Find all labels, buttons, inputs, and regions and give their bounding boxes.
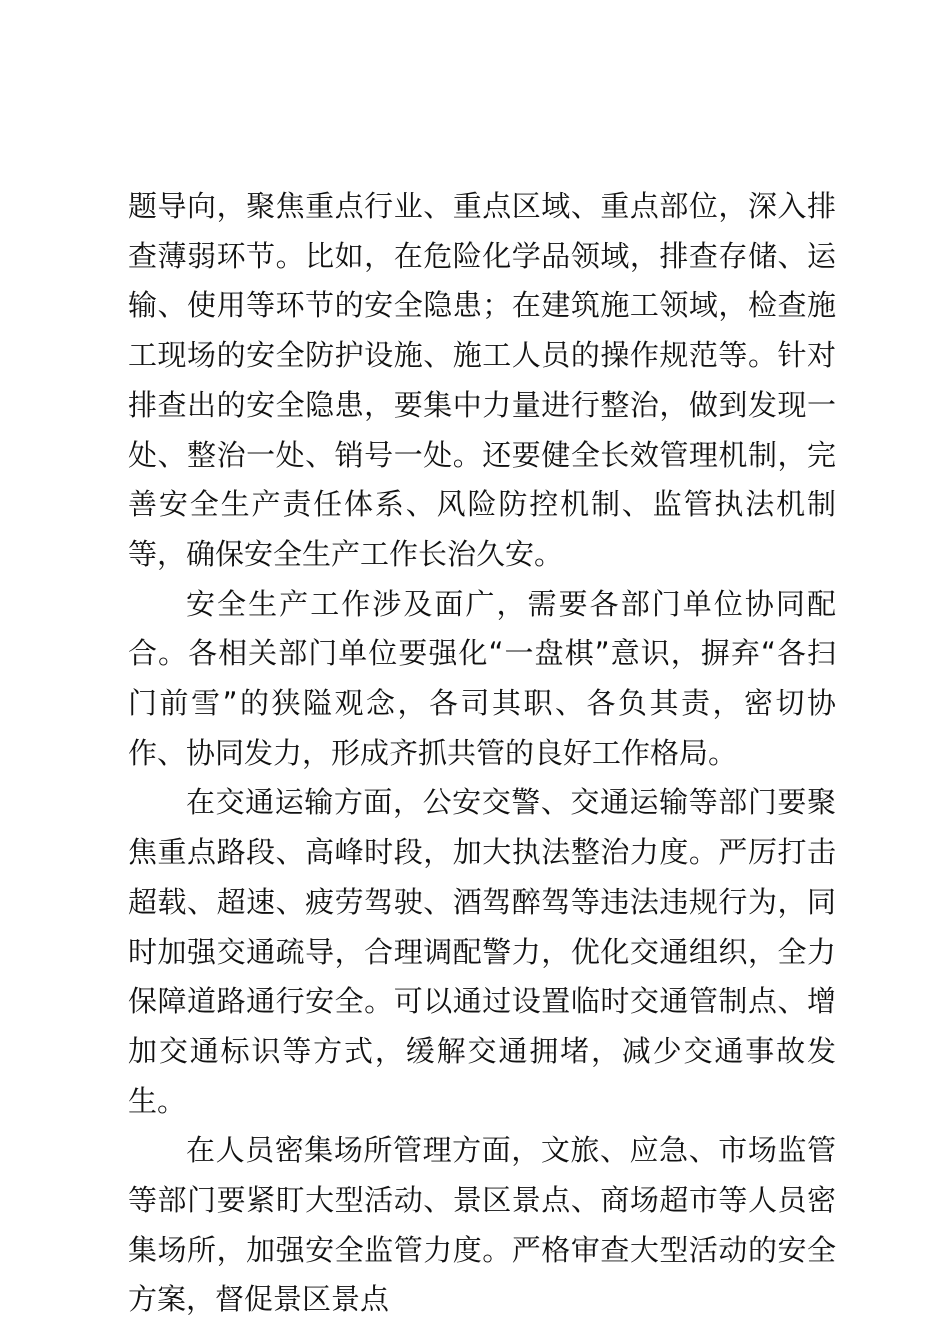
paragraph-1: 题导向，聚焦重点行业、重点区域、重点部位，深入排查薄弱环节。比如，在危险化学品领域，排查存储、运输、使用等环节的安全隐患；在建筑施工领域，检查施工现场的安全防护设施、施工人员的操作规范等。针对排查出的安全隐患，要集中力量进行整治，做到发现一处、整治一处、销号一处。还要健全长效管理机制，完善安全生产责任体系、风险防控机制、监管执法机制等，确保安全生产工作长治久安。 <box>128 189 836 571</box>
paragraph-4: 在人员密集场所管理方面，文旅、应急、市场监管等部门要紧盯大型活动、景区景点、商场超市等人员密集场所，加强安全监管力度。严格审查大型活动的安全方案，督促景区景点 <box>128 1133 836 1317</box>
paragraph-3: 在交通运输方面，公安交警、交通运输等部门要聚焦重点路段、高峰时段，加大执法整治力度。严厉打击超载、超速、疲劳驾驶、酒驾醉驾等违法违规行为，同时加强交通疏导，合理调配警力，优化交通组织，全力保障道路通行安全。可以通过设置临时交通管制点、增加交通标识等方式，缓解交通拥堵，减少交通事故发生。 <box>128 785 836 1118</box>
body-text <box>128 182 836 1325</box>
paragraph-2: 安全生产工作涉及面广，需要各部门单位协同配合。各相关部门单位要强化“一盘棋”意识，摒弃“各扫门前雪”的狭隘观念，各司其职、各负其责，密切协作、协同发力，形成齐抓共管的良好工作格局。 <box>128 586 836 770</box>
